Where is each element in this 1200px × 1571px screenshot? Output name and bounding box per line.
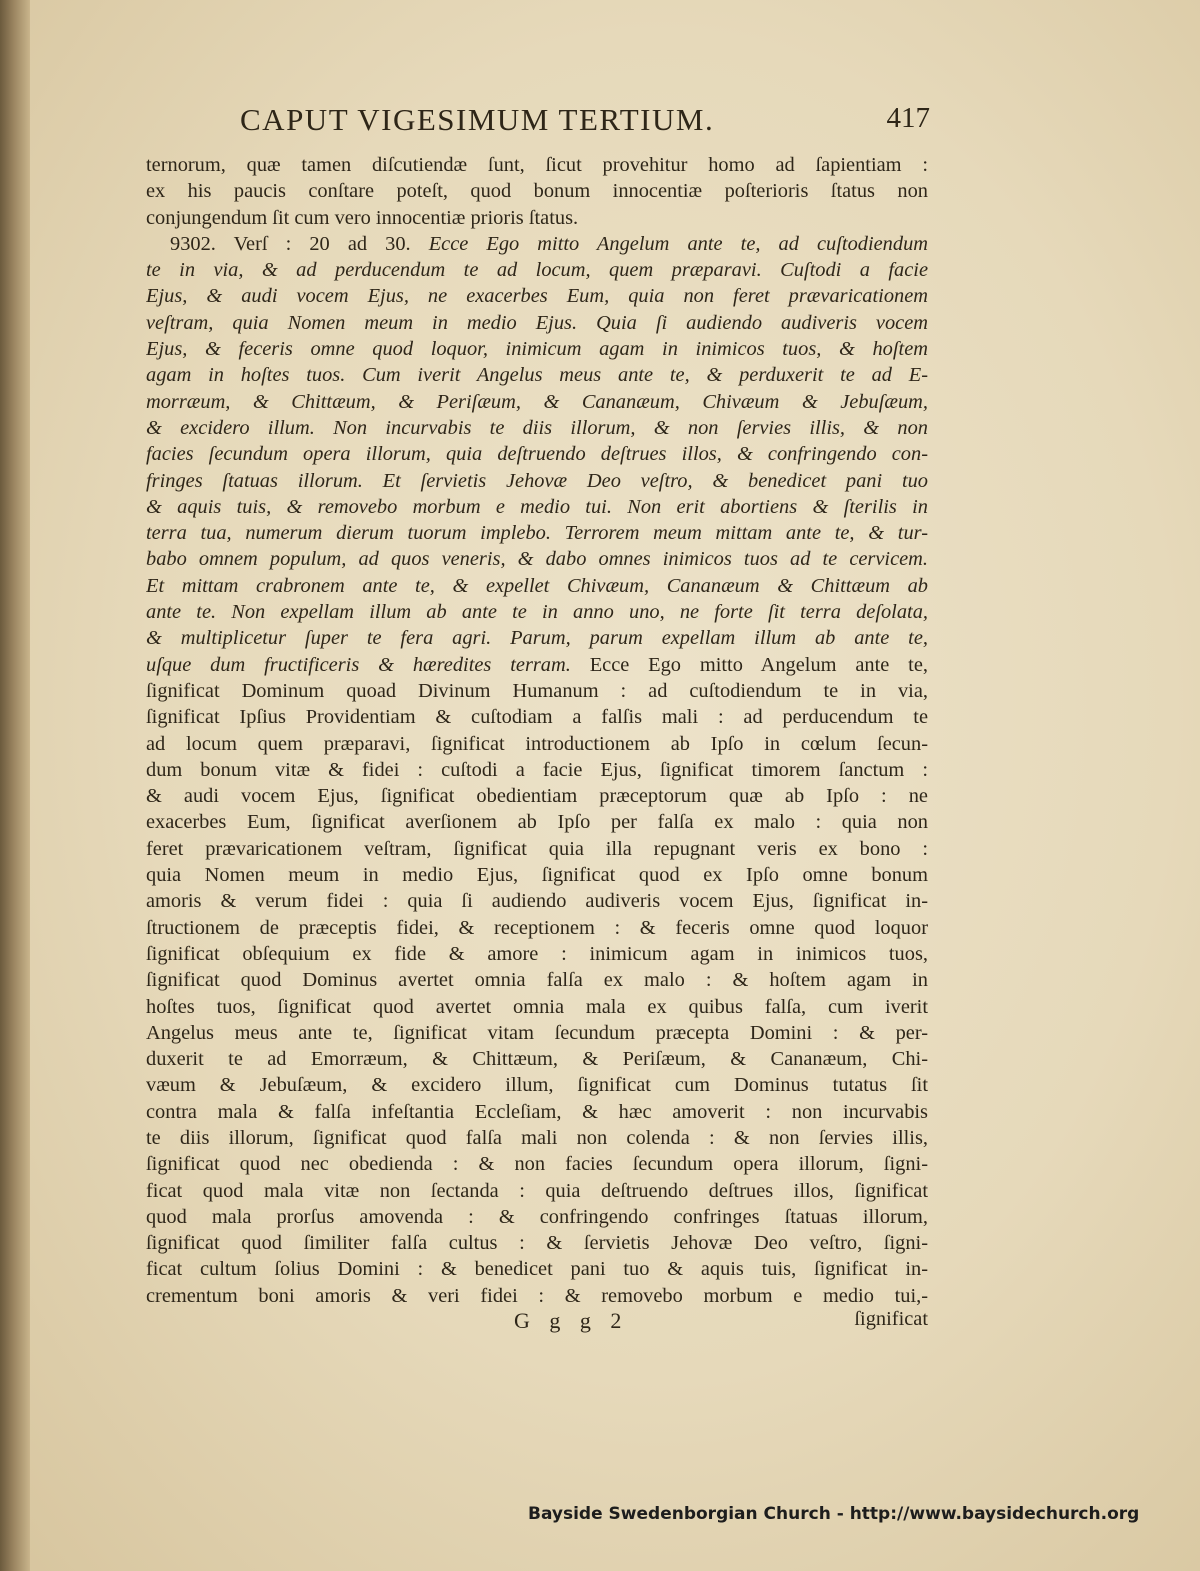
watermark-credit: Bayside Swedenborgian Church - http://www.baysidechurch.org bbox=[528, 1504, 1140, 1524]
text-line bbox=[146, 415, 928, 441]
text-line bbox=[146, 862, 928, 888]
page-binding-shadow bbox=[0, 0, 30, 1571]
text-line bbox=[146, 1099, 928, 1125]
roman-segment: quia Nomen meum in medio Ejus, ſignificat quod ex Ipſo omne bonum bbox=[146, 864, 928, 887]
roman-segment: Angelus meus ante te, ſignificat vitam ſecundum præcepta Domini : & per- bbox=[146, 1021, 928, 1044]
text-line bbox=[146, 520, 928, 546]
text-line bbox=[146, 205, 928, 231]
italic-segment: terra tua, numerum dierum tuorum implebo. Terrorem meum mittam ante te, & tur- bbox=[146, 522, 928, 545]
roman-segment: ternorum, quæ tamen diſcutiendæ ſunt, ſicut provehitur homo ad ſapientiam : bbox=[146, 154, 928, 176]
text-line bbox=[146, 257, 928, 283]
text-line bbox=[146, 652, 928, 678]
roman-segment: ſtructionem de præceptis fidei, & receptionem : & feceris omne quod loquor bbox=[146, 916, 928, 939]
text-line bbox=[146, 494, 928, 520]
roman-segment: crementum boni amoris & veri fidei : & removebo morbum e medio tui,- bbox=[146, 1284, 928, 1307]
text-line bbox=[146, 231, 928, 257]
text-line bbox=[146, 389, 928, 415]
text-line bbox=[146, 625, 928, 651]
text-line bbox=[146, 1151, 928, 1177]
italic-segment: & multiplicetur ſuper te fera agri. Parum, parum expellam illum ab ante te, bbox=[146, 627, 928, 650]
italic-segment: agam in hoſtes tuos. Cum iverit Angelus meus ante te, & perduxerit te ad E- bbox=[146, 364, 928, 387]
text-line bbox=[146, 1256, 928, 1282]
roman-segment: væum & Jebuſæum, & excidero illum, ſignificat cum Dominus tutatus ſit bbox=[146, 1074, 928, 1097]
italic-segment: & excidero illum. Non incurvabis te diis illorum, & non ſervies illis, & non bbox=[146, 416, 928, 439]
text-line bbox=[146, 1230, 928, 1256]
text-line bbox=[146, 783, 928, 809]
text-line bbox=[146, 757, 928, 783]
roman-segment: te diis illorum, ſignificat quod falſa mali non colenda : & non ſervies illis, bbox=[146, 1126, 928, 1149]
roman-segment: amoris & verum fidei : quia ſi audiendo audiveris vocem Ejus, ſignificat in- bbox=[146, 890, 928, 913]
text-line bbox=[146, 809, 928, 835]
text-line bbox=[146, 1178, 928, 1204]
italic-segment: babo omnem populum, ad quos veneris, & dabo omnes inimicos tuos ad te cervicem. bbox=[146, 548, 928, 571]
roman-segment: ſignificat quod ſimiliter falſa cultus : & ſervietis Jehovæ Deo veſtro, ſigni- bbox=[146, 1232, 928, 1255]
text-line bbox=[146, 967, 928, 993]
italic-segment: Ejus, & audi vocem Ejus, ne exacerbes Eum, quia non feret prævaricationem bbox=[146, 285, 928, 308]
text-line bbox=[146, 941, 928, 967]
text-line bbox=[146, 152, 928, 178]
text-line bbox=[146, 310, 928, 336]
text-line bbox=[146, 704, 928, 730]
text-line bbox=[146, 1125, 928, 1151]
roman-segment: 9302. Verſ : 20 ad 30. bbox=[170, 232, 429, 255]
italic-segment: te in via, & ad perducendum te ad locum, quem præparavi. Cuſtodi a facie bbox=[146, 259, 928, 282]
italic-segment: Ecce Ego mitto Angelum ante te, ad cuſtodiendum bbox=[428, 232, 928, 255]
text-line bbox=[146, 468, 928, 494]
text-line bbox=[146, 362, 928, 388]
text-line bbox=[146, 1204, 928, 1230]
running-head: CAPUT VIGESIMUM TERTIUM. bbox=[240, 102, 715, 137]
roman-segment: duxerit te ad Emorræum, & Chittæum, & Periſæum, & Cananæum, Chi- bbox=[146, 1048, 928, 1071]
italic-segment: Et mittam crabronem ante te, & expellet Chivæum, Cananæum & Chittæum ab bbox=[146, 574, 928, 597]
italic-segment: Ejus, & feceris omne quod loquor, inimicum agam in inimicos tuos, & hoſtem bbox=[146, 338, 928, 361]
roman-segment: hoſtes tuos, ſignificat quod avertet omnia mala ex quibus falſa, cum iverit bbox=[146, 995, 928, 1018]
italic-segment: morræum, & Chittæum, & Periſæum, & Cananæum, Chivæum & Jebuſæum, bbox=[146, 390, 928, 413]
text-line bbox=[146, 1020, 928, 1046]
body-text bbox=[146, 152, 928, 1309]
roman-segment: ex his paucis conſtare poteſt, quod bonum innocentiæ poſterioris ſtatus non bbox=[146, 180, 928, 203]
roman-segment: contra mala & falſa infeſtantia Eccleſiam, & hæc amoverit : non incurvabis bbox=[146, 1100, 928, 1123]
roman-segment: ficat cultum ſolius Domini : & benedicet pani tuo & aquis tuis, ſignificat in- bbox=[146, 1258, 928, 1281]
text-line bbox=[146, 915, 928, 941]
text-line bbox=[146, 546, 928, 572]
roman-segment: conjungendum ſit cum vero innocentiæ prioris ſtatus. bbox=[146, 206, 579, 229]
roman-segment: feret prævaricationem veſtram, ſignificat quia illa repugnant veris ex bono : bbox=[146, 837, 928, 860]
roman-segment: quod mala prorſus amovenda : & confringendo confringes ſtatuas illorum, bbox=[146, 1205, 928, 1228]
italic-segment: fringes ſtatuas illorum. Et ſervietis Jehovæ Deo veſtro, & benedicet pani tuo bbox=[146, 469, 928, 492]
text-line bbox=[146, 836, 928, 862]
text-line bbox=[146, 1283, 928, 1309]
text-line bbox=[146, 599, 928, 625]
text-line bbox=[146, 888, 928, 914]
text-line bbox=[146, 1046, 928, 1072]
roman-segment: Ecce Ego mitto Angelum ante te, bbox=[589, 653, 928, 676]
page-header bbox=[240, 102, 930, 142]
roman-segment: ſignificat quod nec obedienda : & non facies ſecundum opera illorum, ſigni- bbox=[146, 1153, 928, 1176]
text-line bbox=[146, 678, 928, 704]
italic-segment: ante te. Non expellam illum ab ante te in anno uno, ne forte ſit terra deſolata, bbox=[146, 601, 928, 624]
roman-segment: ad locum quem præparavi, ſignificat introductionem ab Ipſo in cœlum ſecun- bbox=[146, 732, 928, 755]
roman-segment: ſignificat Dominum quoad Divinum Humanum : ad cuſtodiendum te in via, bbox=[146, 679, 928, 702]
roman-segment: ficat quod mala vitæ non ſectanda : quia deſtruendo deſtrues illos, ſignificat bbox=[146, 1179, 928, 1202]
text-line bbox=[146, 336, 928, 362]
roman-segment: exacerbes Eum, ſignificat averſionem ab Ipſo per falſa ex malo : quia non bbox=[146, 811, 928, 834]
page-footer bbox=[146, 1308, 928, 1336]
text-line bbox=[146, 994, 928, 1020]
signature-mark: G g g 2 bbox=[514, 1308, 629, 1333]
italic-segment: uſque dum fructificeris & hæredites terram. bbox=[146, 653, 590, 676]
catchword: ſignificat bbox=[854, 1308, 928, 1330]
text-line bbox=[146, 573, 928, 599]
text-line bbox=[146, 1072, 928, 1098]
roman-segment: & audi vocem Ejus, ſignificat obedientiam præceptorum quæ ab Ipſo : ne bbox=[146, 785, 928, 808]
italic-segment: & aquis tuis, & removebo morbum e medio tui. Non erit abortiens & ſterilis in bbox=[146, 495, 928, 518]
roman-segment: ſignificat quod Dominus avertet omnia falſa ex malo : & hoſtem agam in bbox=[146, 969, 928, 992]
italic-segment: veſtram, quia Nomen meum in medio Ejus. Quia ſi audiendo audiveris vocem bbox=[146, 311, 928, 334]
roman-segment: ſignificat obſequium ex fide & amore : inimicum agam in inimicos tuos, bbox=[146, 942, 928, 965]
italic-segment: facies ſecundum opera illorum, quia deſtruendo deſtrues illos, & confringendo con- bbox=[146, 443, 928, 466]
roman-segment: dum bonum vitæ & fidei : cuſtodi a facie Ejus, ſignificat timorem ſanctum : bbox=[146, 758, 928, 781]
page-number: 417 bbox=[886, 102, 930, 134]
text-line bbox=[146, 441, 928, 467]
roman-segment: ſignificat Ipſius Providentiam & cuſtodiam a falſis mali : ad perducendum te bbox=[146, 706, 928, 729]
text-line bbox=[146, 178, 928, 204]
text-line bbox=[146, 283, 928, 309]
text-line bbox=[146, 731, 928, 757]
